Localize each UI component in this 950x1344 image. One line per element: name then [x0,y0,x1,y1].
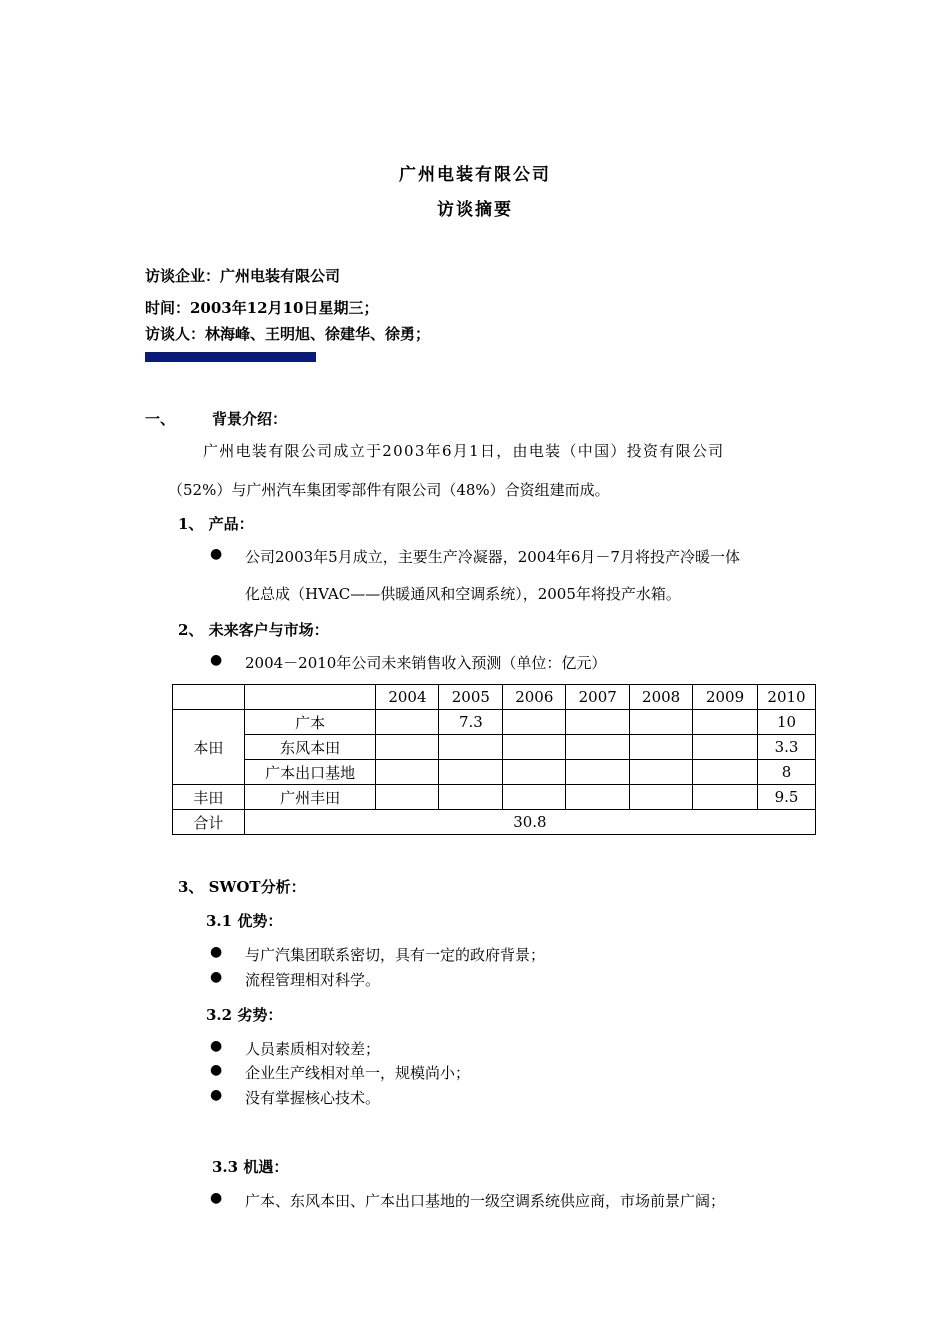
customer-name: 广本出口基地 [244,760,376,785]
table-cell [244,685,376,710]
year-header: 2007 [566,685,630,710]
meta-time: 时间：2003年12月10日星期三； [145,299,379,317]
table-cell [693,735,758,760]
table-cell [376,785,439,810]
meta-interviewers: 访谈人：林海峰、王明旭、徐建华、徐勇； [145,325,431,343]
value-cell: 10 [758,710,816,735]
opportunity-item: 广本、东风本田、广本出口基地的一级空调系统供应商，市场前景广阔； [245,1192,726,1210]
group-label-honda: 本田 [173,710,245,785]
table-cell [439,785,503,810]
year-header: 2009 [693,685,758,710]
bullet-icon: ● [210,652,223,668]
bullet-icon: ● [210,1087,223,1103]
page-subtitle: 访谈摘要 [437,200,513,220]
weaknesses-heading: 3.2 劣势： [206,1006,283,1024]
intro-paragraph-line1: 广州电装有限公司成立于2003年6月1日，由电装（中国）投资有限公司 [203,442,725,460]
section-number: 一、 [145,410,176,428]
table-cell [376,735,439,760]
bullet-icon: ● [210,546,223,562]
strength-item: 流程管理相对科学。 [245,971,381,989]
product-heading: 1、 产品： [178,515,254,533]
table-cell [630,735,693,760]
table-cell [566,785,630,810]
meta-company: 访谈企业：广州电装有限公司 [145,267,341,285]
year-header: 2005 [439,685,503,710]
strengths-heading: 3.1 优势： [206,912,283,930]
product-bullet-line2: 化总成（HVAC——供暖通风和空调系统），2005年将投产水箱。 [245,585,681,603]
weakness-item: 人员素质相对较差； [245,1040,381,1058]
table-cell [566,710,630,735]
table-cell [439,735,503,760]
table-row [173,710,816,735]
table-cell [630,785,693,810]
table-cell [376,760,439,785]
table-row [173,760,816,785]
table-row [173,785,816,810]
value-cell: 8 [758,760,816,785]
table-total-row [173,810,816,835]
swot-heading: 3、 SWOT分析： [178,878,306,896]
intro-paragraph-line2: （52%）与广州汽车集团零部件有限公司（48%）合资组建而成。 [168,481,610,499]
table-row [173,735,816,760]
year-header: 2010 [758,685,816,710]
table-cell [693,710,758,735]
accent-bar [145,352,316,362]
market-bullet: 2004－2010年公司未来销售收入预测（单位：亿元） [245,654,607,672]
weakness-item: 没有掌握核心技术。 [245,1089,381,1107]
total-label: 合计 [173,810,245,835]
customer-name: 广本 [244,710,376,735]
customer-name: 广州丰田 [244,785,376,810]
year-header: 2004 [376,685,439,710]
product-bullet-line1: 公司2003年5月成立，主要生产冷凝器，2004年6月－7月将投产冷暖一体 [245,548,740,566]
section-heading: 背景介绍： [212,410,288,428]
table-cell [503,785,566,810]
year-header: 2008 [630,685,693,710]
table-cell [173,685,245,710]
table-cell [693,760,758,785]
table-cell [439,760,503,785]
value-cell: 9.5 [758,785,816,810]
value-cell: 7.3 [439,710,503,735]
market-heading: 2、 未来客户与市场： [178,621,329,639]
table-cell [503,760,566,785]
opportunities-heading: 3.3 机遇： [212,1158,289,1176]
bullet-icon: ● [210,944,223,960]
bullet-icon: ● [210,1038,223,1054]
total-value: 30.8 [244,810,815,835]
bullet-icon: ● [210,969,223,985]
customer-name: 东风本田 [244,735,376,760]
group-label-toyota: 丰田 [173,785,245,810]
sales-forecast-table [172,684,816,835]
table-cell [566,735,630,760]
table-cell [503,735,566,760]
table-cell [630,760,693,785]
table-cell [503,710,566,735]
table-cell [630,710,693,735]
weakness-item: 企业生产线相对单一，规模尚小； [245,1064,471,1082]
value-cell: 3.3 [758,735,816,760]
table-cell [376,710,439,735]
page-title: 广州电装有限公司 [399,165,551,185]
year-header: 2006 [503,685,566,710]
bullet-icon: ● [210,1190,223,1206]
table-cell [566,760,630,785]
strength-item: 与广汽集团联系密切，具有一定的政府背景； [245,946,546,964]
bullet-icon: ● [210,1062,223,1078]
table-header-row [173,685,816,710]
table-cell [693,785,758,810]
